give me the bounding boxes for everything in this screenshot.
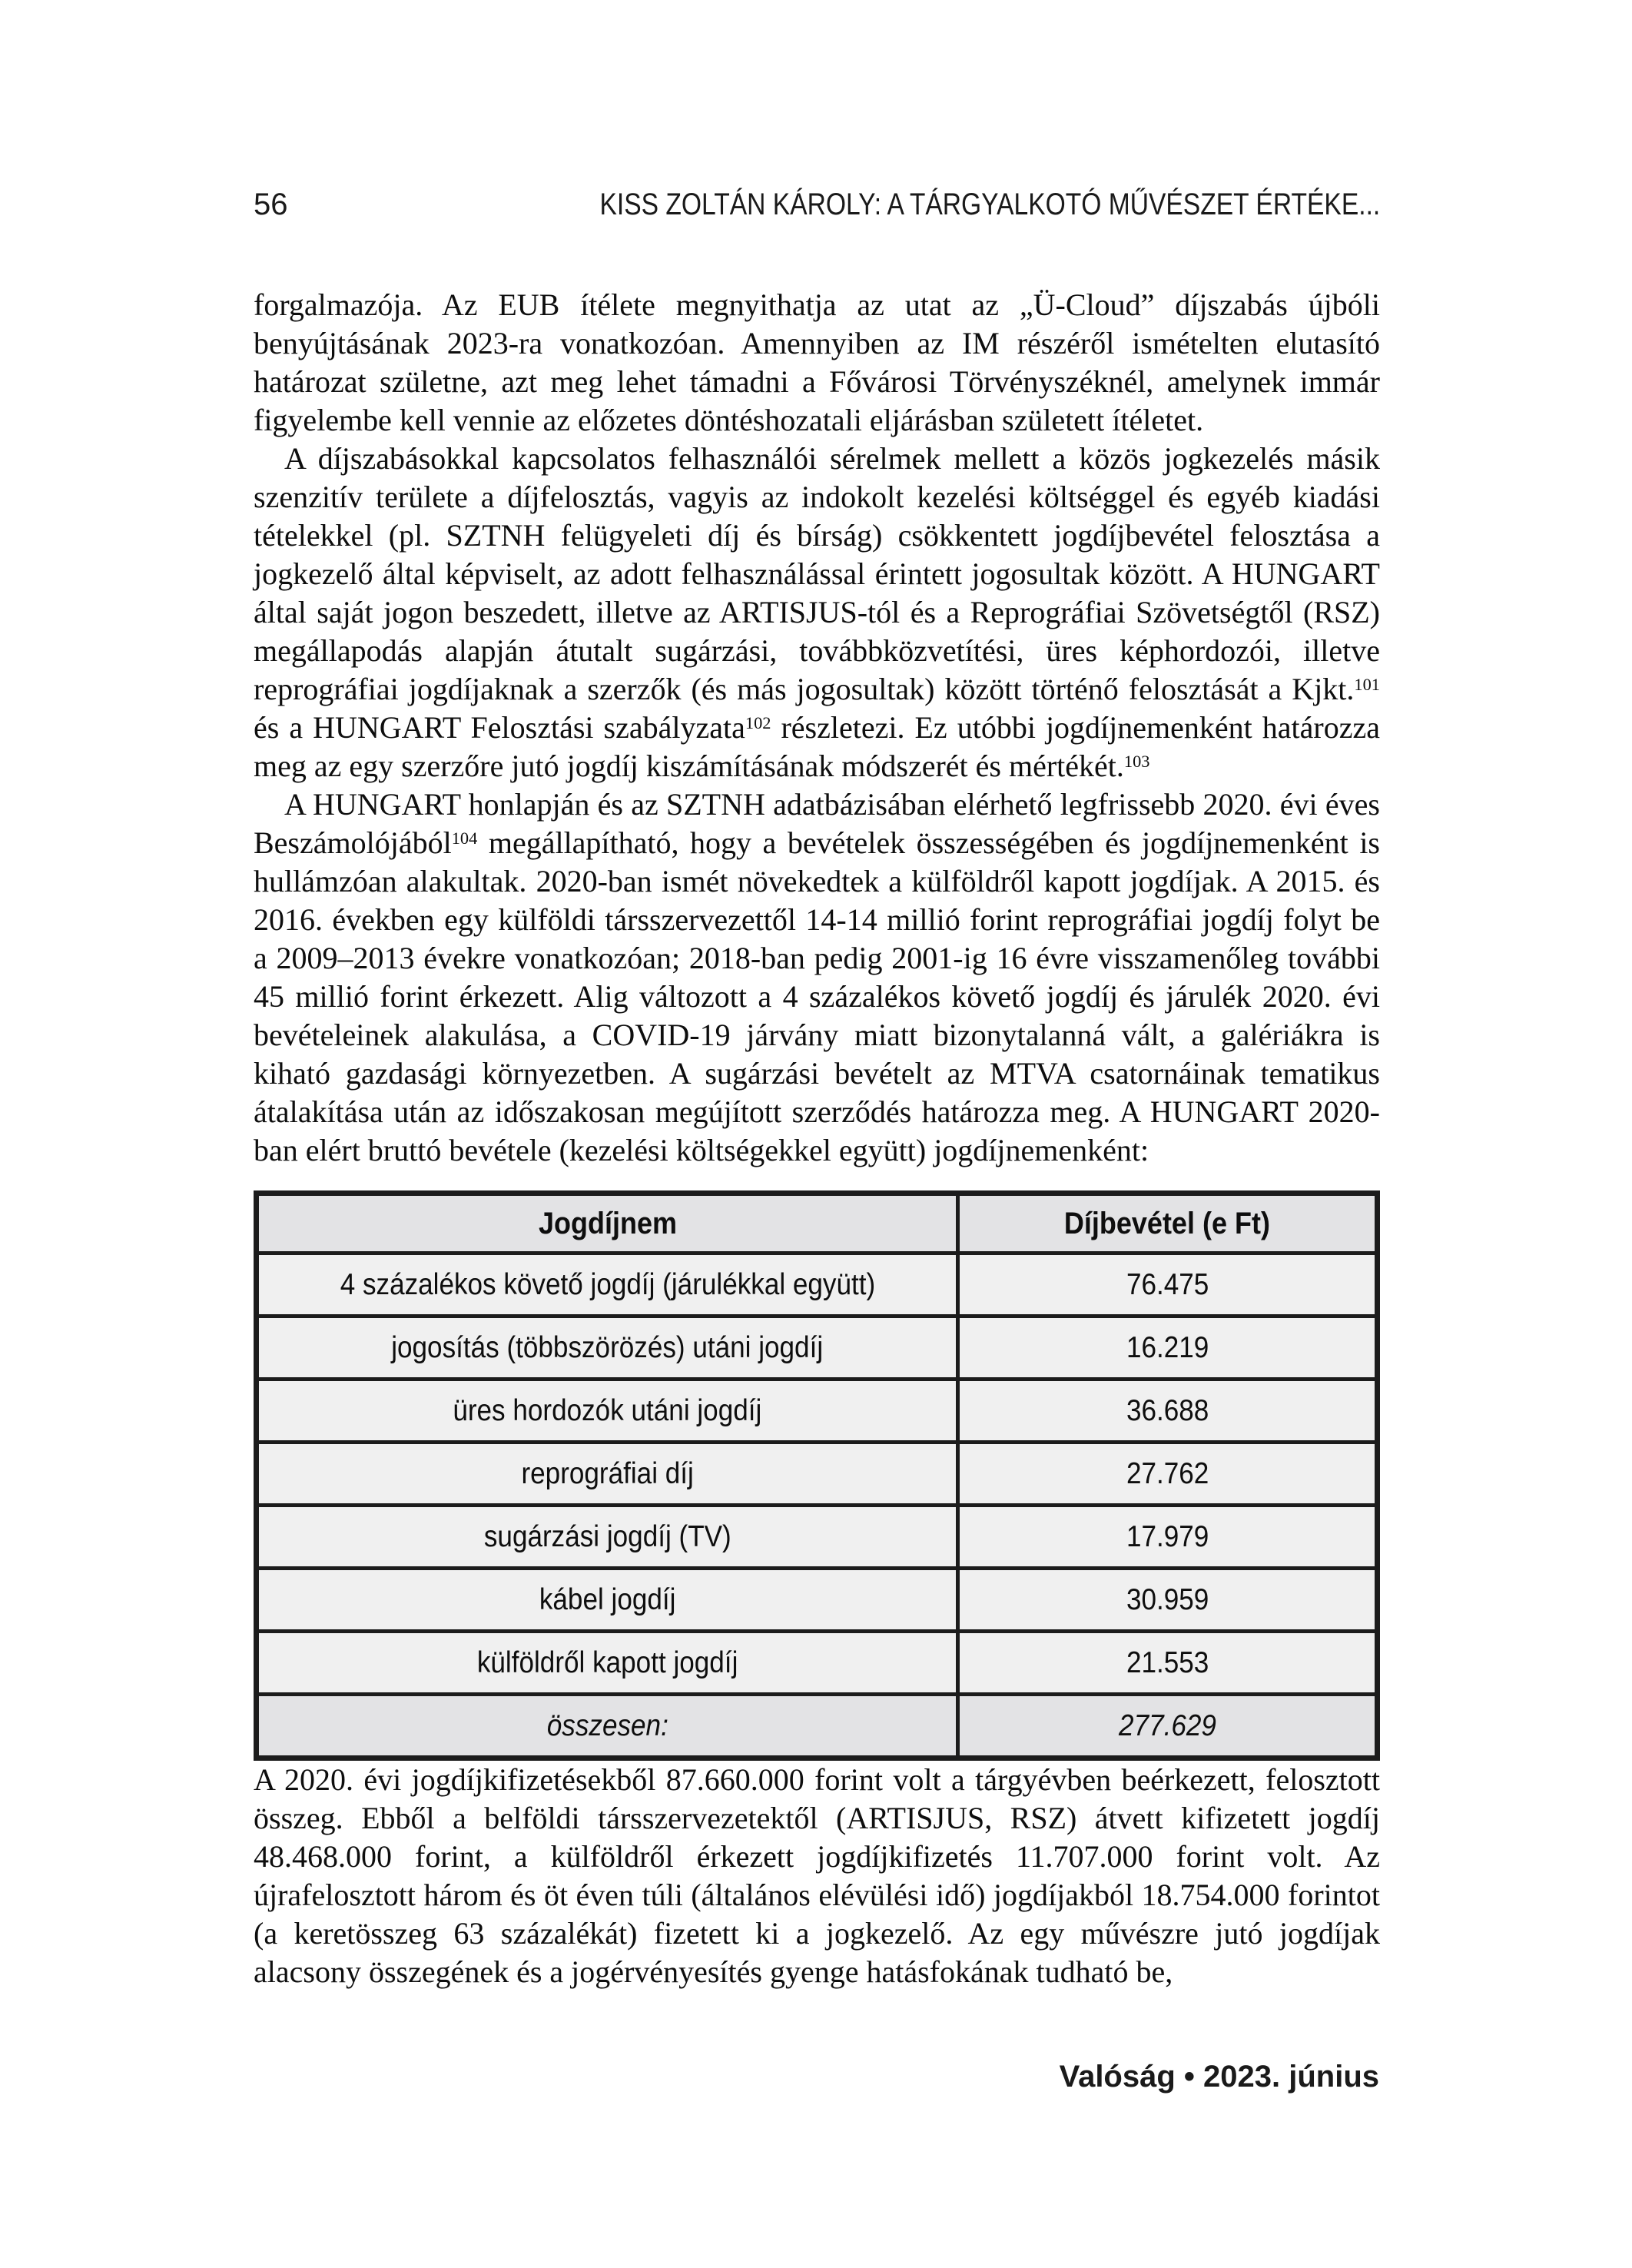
table-cell-label (257, 1317, 958, 1380)
paragraph-3 (254, 785, 1380, 1170)
body-text-column (254, 286, 1380, 1991)
cell-text: kábel jogdíj (539, 1582, 676, 1616)
table-cell-value (958, 1380, 1378, 1443)
cell-text: 17.979 (1126, 1519, 1209, 1553)
cell-text: 16.219 (1126, 1330, 1209, 1364)
table-cell-value (958, 1254, 1378, 1317)
column-header-text: Díjbevétel (e Ft) (1064, 1207, 1271, 1240)
page-number: 56 (254, 188, 288, 221)
cell-text: 277.629 (1118, 1708, 1216, 1742)
table-row (257, 1506, 1378, 1569)
cell-text: üres hordozók utáni jogdíj (453, 1393, 762, 1427)
table-row (257, 1569, 1378, 1632)
cell-text: sugárzási jogdíj (TV) (483, 1519, 731, 1553)
column-header-jogdijnem (257, 1194, 958, 1254)
footnote-ref-101: 101 (1354, 674, 1380, 694)
paragraph-1-text: forgalmazója. Az EUB ítélete megnyithatja az utat az „Ü-Cloud” díjszabás újbóli benyújtásának 2023-ra vonatkozóan. Amennyiben az IM részéről ismételten elutasító határozat születne, azt meg lehet támadni a Fővárosi Törvényszéknél, amelynek immár figyelembe kell vennie az előzetes döntéshozatali eljárásban született ítéletet. (254, 287, 1380, 437)
table-cell-label (257, 1632, 958, 1695)
table-cell-total-value (958, 1695, 1378, 1758)
table-row (257, 1443, 1378, 1506)
table-cell-value (958, 1569, 1378, 1632)
cell-text: reprográfiai díj (521, 1456, 694, 1490)
column-header-text: Jogdíjnem (538, 1207, 677, 1240)
footnote-ref-103: 103 (1123, 751, 1150, 771)
cell-text: 4 százalékos követő jogdíj (járulékkal együtt) (340, 1267, 875, 1301)
cell-text: 76.475 (1126, 1267, 1209, 1301)
running-head (254, 189, 1380, 220)
table-cell-label (257, 1254, 958, 1317)
footnote-ref-102: 102 (745, 712, 771, 732)
paragraph-4-text: A 2020. évi jogdíjkifizetésekből 87.660.000 forint volt a tárgyévben beérkezett, felosztott összeg. Ebből a belföldi társszervezetektől (ARTISJUS, RSZ) átvett kifizetett jogdíj 48.468.000 forint, a külföldről érkezett jogdíjkifizetés 11.707.000 forint volt. Az újrafelosztott három és öt éven túli (általános elévülési idő) jogdíjakból 18.754.000 forintot (a keretösszeg 63 százalékát) fizetett ki a jogkezelő. Az egy művészre jutó jogdíjak alacsony összegének és a jogérvényesítés gyenge hatásfokának tudható be, (254, 1762, 1380, 1989)
paragraph-2-text: A díjszabásokkal kapcsolatos felhasználói sérelmek mellett a közös jogkezelés másik szenzitív területe a díjfelosztás, vagyis az indokolt kezelési költséggel és egyéb kiadási tételekkel (pl. SZTNH felügyeleti díj és bírság) csökkentett jogdíjbevétel felosztása a jogkezelő által képviselt, az adott felhasználással érintett jogosultak között. A HUNGART által saját jogon beszedett, illetve az ARTISJUS-tól és a Reprográfiai Szövetségtől (RSZ) megállapodás alapján átutalt sugárzási, továbbközvetítési, üres képhordozói, illetve reprográfiai jogdíjaknak a szerzők (és más jogosultak) között történő felosztását a Kjkt. (254, 441, 1380, 706)
table-cell-value (958, 1443, 1378, 1506)
table-row (257, 1254, 1378, 1317)
table-cell-value (958, 1317, 1378, 1380)
cell-text: jogosítás (többszörözés) utáni jogdíj (391, 1330, 824, 1364)
running-title: KISS ZOLTÁN KÁROLY: A TÁRGYALKOTÓ MŰVÉSZET ÉRTÉKE... (599, 188, 1380, 221)
table-cell-value (958, 1632, 1378, 1695)
cell-text: 30.959 (1126, 1582, 1209, 1616)
table-cell-label (257, 1380, 958, 1443)
table-cell-label (257, 1569, 958, 1632)
table-row (257, 1632, 1378, 1695)
table-header-row (257, 1194, 1378, 1254)
paragraph-2-text: és a HUNGART Felosztási szabályzata (254, 710, 745, 745)
paragraph-4 (254, 1761, 1380, 1991)
table-row (257, 1380, 1378, 1443)
table-row (257, 1317, 1378, 1380)
table-cell-label (257, 1443, 958, 1506)
cell-text: összesen: (546, 1708, 668, 1742)
table-cell-total-label (257, 1695, 958, 1758)
column-header-dijbevetel (958, 1194, 1378, 1254)
table-total-row (257, 1695, 1378, 1758)
table-cell-value (958, 1506, 1378, 1569)
paragraph-3-text: megállapítható, hogy a bevételek összességében és jogdíjnemenként is hullámzóan alakultak. 2020-ban ismét növekedtek a külföldről kapott jogdíjak. A 2015. és 2016. években egy külföldi társszervezettől 14-14 millió forint reprográfiai jogdíj folyt be a 2009–2013 évekre vonatkozóan; 2018-ban pedig 2001-ig 16 évre visszamenőleg további 45 millió forint érkezett. Alig változott a 4 százalékos követő jogdíj és járulék 2020. évi bevételeinek alakulása, a COVID-19 járvány miatt bizonytalanná vált, a galériákra is kiható gazdasági környezetben. A sugárzási bevételt az MTVA csatornáinak tematikus átalakítása után az időszakosan megújított szerződés határozza meg. A HUNGART 2020-ban elért bruttó bevétele (kezelési költségekkel együtt) jogdíjnemenként: (254, 825, 1380, 1167)
journal-footer: Valóság • 2023. június (1059, 2060, 1379, 2094)
cell-text: 21.553 (1126, 1645, 1209, 1679)
cell-text: 27.762 (1126, 1456, 1209, 1490)
cell-text: külföldről kapott jogdíj (476, 1645, 738, 1679)
paragraph-2 (254, 440, 1380, 785)
paragraph-3-text: A HUNGART honlapján és az SZTNH adatbázisában elérhető legfrissebb 2020. évi éves Beszámolójából (254, 787, 1380, 860)
royalty-income-table (254, 1190, 1380, 1761)
paragraph-2-text: részletezi. Ez utóbbi jogdíjnemenként határozza meg az egy szerzőre jutó jogdíj kiszámításának módszerét és mértékét. (254, 710, 1380, 783)
paragraph-1 (254, 286, 1380, 440)
table-cell-label (257, 1506, 958, 1569)
footnote-ref-104: 104 (451, 828, 478, 848)
cell-text: 36.688 (1126, 1393, 1209, 1427)
